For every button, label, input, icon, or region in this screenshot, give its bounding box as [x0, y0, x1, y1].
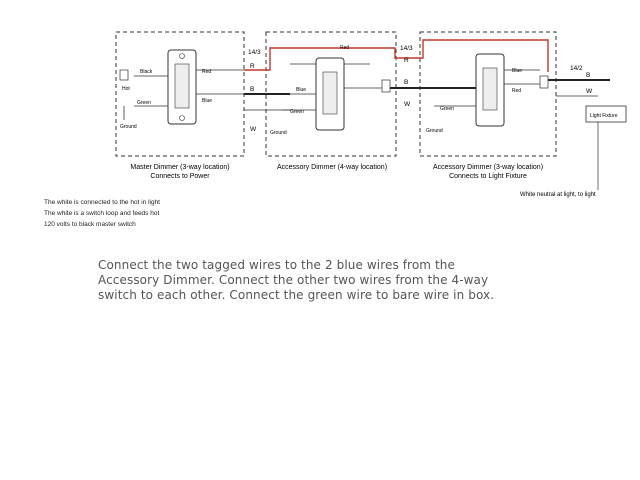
- master-label-red: Red: [202, 69, 212, 75]
- note-line-2: The white is a switch loop and feeds hot: [44, 210, 160, 217]
- master-dimmer-paddle: [175, 64, 189, 108]
- note-line-1: The white is connected to the hot in light: [44, 199, 160, 206]
- conductor-w-b: W: [404, 101, 411, 108]
- master-label-black: Black: [140, 69, 153, 75]
- conductor-r-b: R: [404, 57, 409, 64]
- master-caption-line1: Master Dimmer (3-way location): [130, 164, 230, 171]
- conductor-b-b: B: [404, 79, 409, 86]
- note-line-3: 120 volts to black master switch: [44, 221, 136, 228]
- conductor-r-a: R: [250, 63, 255, 70]
- master-hot-tag: [120, 70, 128, 80]
- accessory-3way-tag: [540, 76, 548, 88]
- accessory-3way-label-ground: Ground: [426, 128, 443, 134]
- accessory-4way-caption: Accessory Dimmer (4-way location): [276, 164, 388, 171]
- conductor-w-a: W: [250, 126, 257, 133]
- light-fixture-label: Light Fixture: [590, 113, 618, 119]
- accessory-3way-label-blue: Blue: [512, 68, 523, 74]
- accessory-3way-paddle: [483, 68, 497, 110]
- instruction-line-1: Connect the two tagged wires to the 2 blue wires from the: [98, 258, 455, 272]
- conductor-b-c: B: [586, 72, 591, 79]
- accessory-4way-label-blue: Blue: [296, 87, 307, 93]
- fixture-note: White neutral at light, to light: [520, 192, 596, 198]
- accessory-4way-label-red: Red: [340, 45, 350, 51]
- accessory-4way-tag: [382, 80, 390, 92]
- master-label-hot: Hot: [122, 86, 130, 92]
- accessory-3way-caption-line1: Accessory Dimmer (3-way location): [432, 164, 544, 171]
- master-label-ground: Ground: [120, 124, 137, 130]
- instruction-line-3: switch to each other. Connect the green wire to bare wire in box.: [98, 288, 495, 302]
- conductor-b-a: B: [250, 86, 255, 93]
- accessory-3way-label-red: Red: [512, 88, 522, 94]
- cable-label-b: 14/3: [400, 45, 413, 52]
- instruction-line-2: Accessory Dimmer. Connect the other two wires from the 4-way: [98, 273, 489, 287]
- conductor-w-c: W: [586, 88, 593, 95]
- cable-label-c: 14/2: [570, 65, 583, 72]
- master-caption-line2: Connects to Power: [150, 173, 210, 180]
- accessory-3way-caption-line2: Connects to Light Fixture: [449, 173, 527, 180]
- master-label-blue: Blue: [202, 98, 213, 104]
- accessory-4way-paddle: [323, 72, 337, 114]
- accessory-4way-label-ground: Ground: [270, 130, 287, 136]
- accessory-3way-label-green: Green: [440, 106, 454, 112]
- accessory-4way-label-green: Green: [290, 109, 304, 115]
- master-label-green: Green: [137, 100, 151, 106]
- cable-label-a: 14/3: [248, 49, 261, 56]
- instructions: [98, 258, 618, 303]
